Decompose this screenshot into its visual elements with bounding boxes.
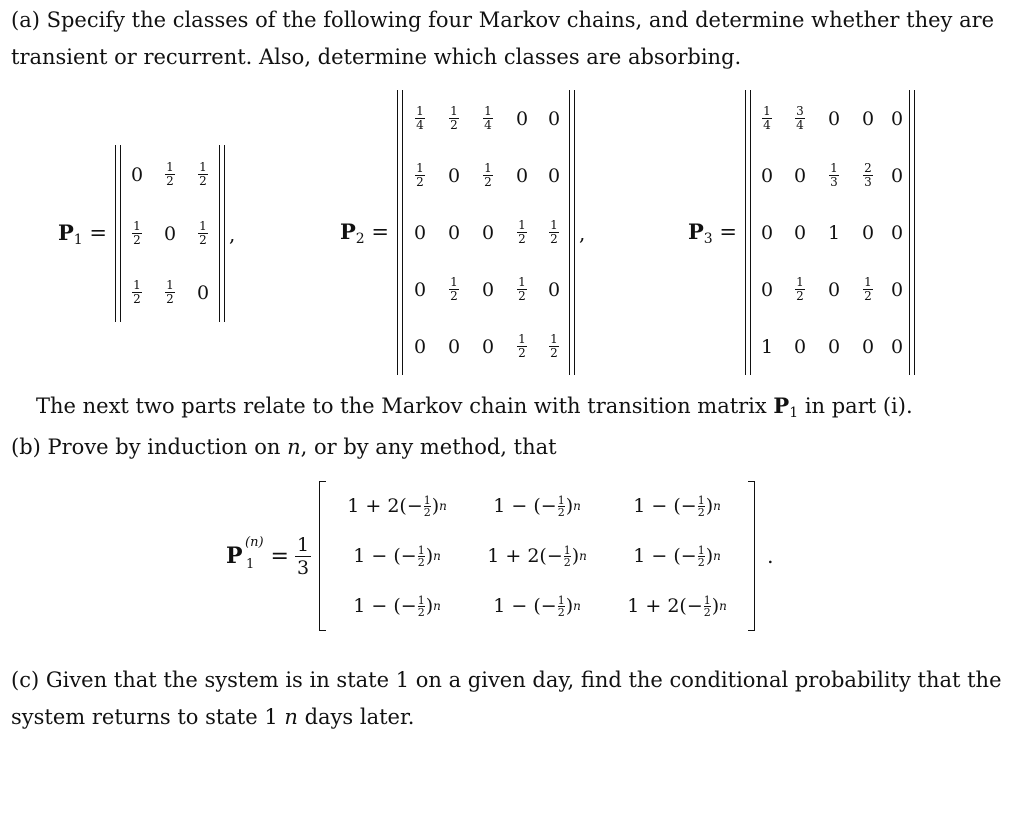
n-step-matrix <box>319 481 755 631</box>
matrix-cell: 1 <box>760 335 774 358</box>
off-diagonal-entry: 1 − (− $\frac{1}{2}$ ) n <box>633 543 721 569</box>
matrix-cell: $\frac{1}{2}$ <box>166 160 174 188</box>
off-diagonal-entry: 1 − (− $\frac{1}{2}$ ) n <box>353 543 441 569</box>
matrix-cell: $\frac{3}{4}$ <box>796 104 804 132</box>
matrix-cell: $\frac{1}{4}$ <box>484 104 492 132</box>
matrix-label: $P_2$ = <box>340 218 389 247</box>
matrix-cell: 0 <box>447 221 461 244</box>
matrix-cell: 0 <box>163 222 177 245</box>
matrix-cell: 0 <box>760 164 774 187</box>
off-diagonal-entry: 1 − (− $\frac{1}{2}$ ) n <box>493 593 581 619</box>
matrix-p3 <box>688 90 915 375</box>
n-step-formula: P (n) 1 = $\frac{1}{3}$ 1 + 2(− $\frac{1}{2}$ ) n 1 − (− $\frac{1}{2}$ ) n 1 − (− $\frac{1}{2}$ ) n 1 − (− $\frac{1}{2}$ ) n 1 + 2(− $\frac{1}{2}$ ) n 1 − (− $\frac{1}{2}$ ) n 1 − (− $\frac{1}{2}$ ) n 1 − (− $\frac{1}{2}$ ) n 1 + 2(− $\frac{1}{2}$ ) n . <box>226 481 773 631</box>
matrix-cell: $\frac{1}{2}$ <box>166 278 174 306</box>
matrix-cell: 0 <box>827 107 841 130</box>
diagonal-entry: 1 + 2(− $\frac{1}{2}$ ) n <box>487 543 587 569</box>
matrix-cell: 0 <box>890 164 904 187</box>
matrix-cell: $\frac{1}{3}$ <box>830 161 838 189</box>
matrix-cell: $\frac{1}{2}$ <box>199 160 207 188</box>
matrix-cell: 0 <box>827 278 841 301</box>
matrix-cell: $\frac{1}{4}$ <box>763 104 771 132</box>
matrix-cell: 0 <box>547 278 561 301</box>
matrix-cell: $\frac{1}{2}$ <box>133 219 141 247</box>
matrix-cell: 0 <box>447 164 461 187</box>
matrix-cell: 0 <box>890 335 904 358</box>
matrix-cell: $\frac{1}{2}$ <box>518 332 526 360</box>
matrix-cell: 0 <box>481 278 495 301</box>
matrix-cell: 0 <box>861 335 875 358</box>
part-c-question: (c) Given that the system is in state 1 on a given day, find the conditional probability that the system returns to state 1 n days later. <box>11 668 1002 729</box>
diagonal-entry: 1 + 2(− $\frac{1}{2}$ ) n <box>627 593 727 619</box>
matrix-cell: 0 <box>793 221 807 244</box>
matrix-cell: 0 <box>793 335 807 358</box>
matrix-cell: $\frac{1}{2}$ <box>484 161 492 189</box>
matrix-cell: 0 <box>793 164 807 187</box>
matrix-label: $P_1$ = <box>58 219 107 248</box>
matrix-cell: 0 <box>413 335 427 358</box>
matrix-cell: $\frac{2}{3}$ <box>864 161 872 189</box>
matrix-cell: $\frac{1}{2}$ <box>416 161 424 189</box>
matrix-cell: $\frac{1}{2}$ <box>518 275 526 303</box>
intro-text: The next two parts relate to the Markov chain with transition matrix P1 in part (i). <box>36 393 913 421</box>
matrix-cell: $\frac{1}{2}$ <box>550 332 558 360</box>
matrix-cell: $\frac{1}{2}$ <box>450 275 458 303</box>
matrix-cell: 0 <box>827 335 841 358</box>
part-a-question: (a) Specify the classes of the following four Markov chains, and determine whether they are transient or recurrent. Also, determine which classes are absorbing. <box>11 8 995 69</box>
matrix-cell: 0 <box>861 107 875 130</box>
matrix-cell: $\frac{1}{2}$ <box>864 275 872 303</box>
matrix-cell: 0 <box>547 107 561 130</box>
matrix-p1: $P_1$ = 0 $\frac{1}{2}$ $\frac{1}{2}$ $\frac{1}{2}$ 0 $\frac{1}{2}$ $\frac{1}{2}$ $\frac{1}{2}$ 0 , <box>58 145 235 322</box>
matrix-cell: 0 <box>760 278 774 301</box>
matrix-cell: $\frac{1}{2}$ <box>450 104 458 132</box>
matrix-cell: 0 <box>861 221 875 244</box>
off-diagonal-entry: 1 − (− $\frac{1}{2}$ ) n <box>493 493 581 519</box>
matrix-body <box>745 90 915 375</box>
matrix-p2: $P_2$ = $\frac{1}{4}$ $\frac{1}{2}$ $\frac{1}{4}$ 0 0 $\frac{1}{2}$ 0 $\frac{1}{2}$ 0 0 0 0 0 $\frac{1}{2}$ $\frac{1}{2}$ 0 $\frac{1}{2}$ 0 $\frac{1}{2}$ 0 0 0 0 $\frac{1}{2}$ $\frac{1}{2}$ , <box>340 90 585 375</box>
matrix-cell: 0 <box>760 221 774 244</box>
matrix-label: $P_3$ = <box>688 218 737 247</box>
off-diagonal-entry: 1 − (− $\frac{1}{2}$ ) n <box>633 493 721 519</box>
matrix-cell: 0 <box>481 221 495 244</box>
part-b-question: (b) Prove by induction on n, or by any method, that <box>11 435 557 459</box>
matrix-cell: 1 <box>827 221 841 244</box>
matrix-cell: $\frac{1}{2}$ <box>199 219 207 247</box>
matrix-cell: 0 <box>196 281 210 304</box>
matrix-cell: 0 <box>447 335 461 358</box>
matrix-cell: $\frac{1}{2}$ <box>518 218 526 246</box>
matrix-cell: 0 <box>515 107 529 130</box>
off-diagonal-entry: 1 − (− $\frac{1}{2}$ ) n <box>353 593 441 619</box>
matrix-body <box>115 145 225 322</box>
matrix-body <box>397 90 575 375</box>
diagonal-entry: 1 + 2(− $\frac{1}{2}$ ) n <box>347 493 447 519</box>
matrix-cell: 0 <box>515 164 529 187</box>
matrix-cell: 0 <box>481 335 495 358</box>
matrix-cell: $\frac{1}{2}$ <box>133 278 141 306</box>
matrix-cell: 0 <box>547 164 561 187</box>
matrix-cell: 0 <box>130 163 144 186</box>
matrix-cell: 0 <box>413 278 427 301</box>
matrix-cell: $\frac{1}{4}$ <box>416 104 424 132</box>
formula-lhs: P (n) 1 <box>226 535 264 572</box>
matrix-cell: 0 <box>890 107 904 130</box>
one-third-factor: $\frac{1}{3}$ <box>296 533 310 579</box>
matrix-cell: 0 <box>890 278 904 301</box>
matrix-cell: 0 <box>413 221 427 244</box>
matrix-cell: 0 <box>890 221 904 244</box>
matrix-cell: $\frac{1}{2}$ <box>796 275 804 303</box>
matrix-cell: $\frac{1}{2}$ <box>550 218 558 246</box>
